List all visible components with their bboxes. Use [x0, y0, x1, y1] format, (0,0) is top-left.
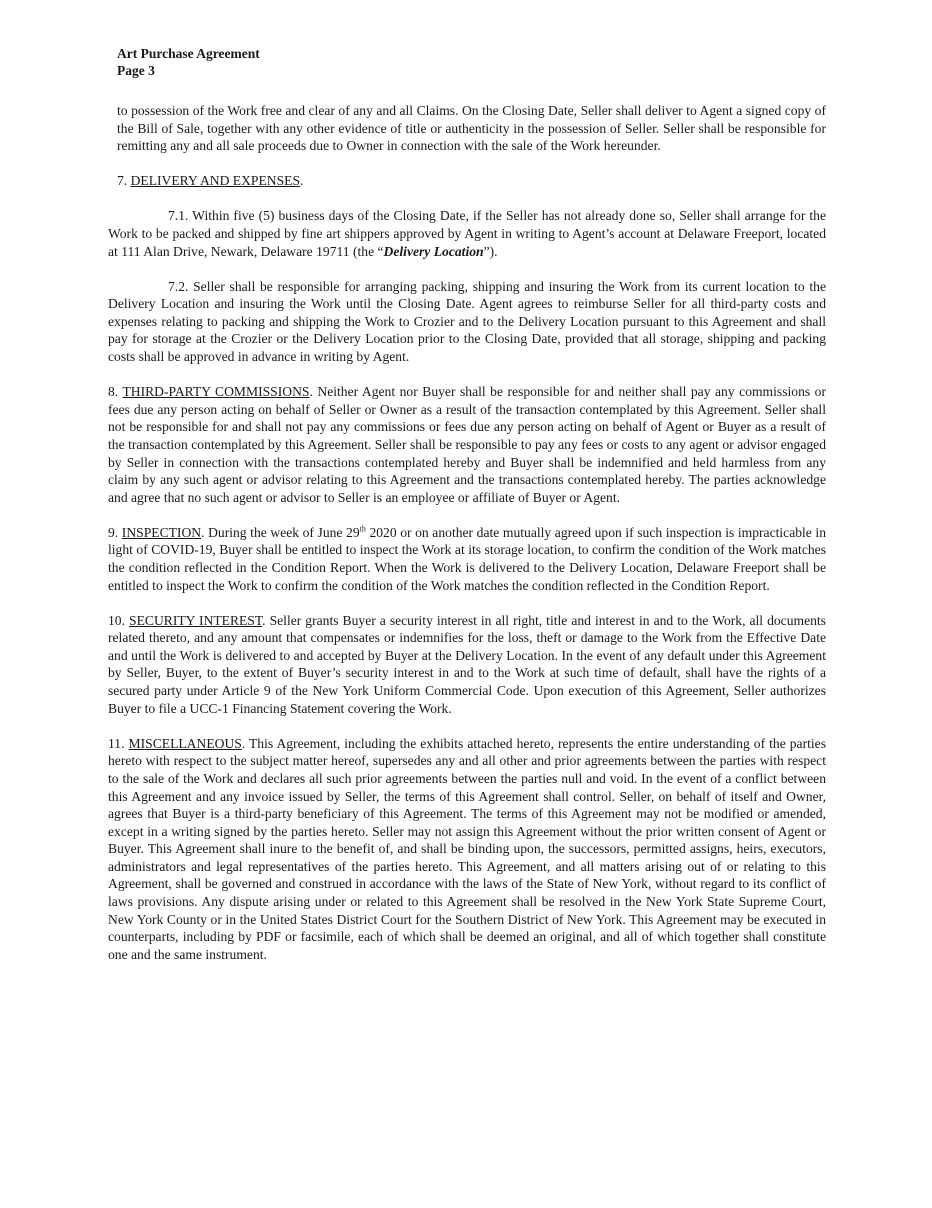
section-10-paragraph — [108, 612, 826, 718]
page-header — [117, 45, 260, 79]
section-9-number: 9. — [108, 524, 119, 540]
section-11-paragraph — [108, 735, 826, 964]
section-10-title: SECURITY INTEREST — [129, 612, 263, 628]
section-7-title: DELIVERY AND EXPENSES — [130, 173, 301, 189]
section-7-1-closing: ”). — [483, 243, 498, 259]
delivery-location-term: Delivery Location — [383, 243, 484, 259]
section-9-paragraph — [108, 524, 826, 594]
section-11-number: 11. — [108, 735, 125, 751]
document-title: Art Purchase Agreement — [117, 46, 260, 61]
section-11-text: . This Agreement, including the exhibits attached hereto, represents the entire understanding of the parties hereto with respect to the subject matter hereof, supersedes any and all other and prior agreements between the parties with respect to the sale of the Work and declares all such prior agreements between the parties null and void. In the event of a conflict between this Agreement and any invoice issued by Seller, the terms of this Agreement shall control. Seller, on behalf of itself and Owner, agrees that Buyer is a third-party beneficiary of this Agreement. The terms of this Agreement may not be modified or amended, except in a writing signed by the parties hereto. Seller may not assign this Agreement without the prior written consent of Agent or Buyer. This Agreement shall inure to the benefit of, and shall be binding upon, the successors, permitted assigns, heirs, executors, administrators and legal representatives of the parties hereto. This Agreement, and all matters arising out of or relating to this Agreement, shall be governed and construed in accordance with the laws of the State of New York, without regard to its conflict of laws provisions. Any dispute arising under or related to this Agreement shall be resolved in the New York State Supreme Court, New York County or in the United States District Court for the Southern District of New York. This Agreement may be executed in counterparts, including by PDF or facsimile, each of which shall be deemed an original, and all of which together shall constitute one and the same instrument. — [108, 735, 826, 962]
section-8-title: THIRD-PARTY COMMISSIONS — [122, 384, 310, 400]
section-11-title: MISCELLANEOUS — [128, 735, 242, 751]
section-7-1-text: 7.1. Within five (5) business days of the Closing Date, if the Seller has not already done so, Seller shall arrange for the Work to be packed and shipped by fine art shippers approved by Agent in writing to Agent’s account at Delaware Freeport, located at 111 Alan Drive, Newark, Delaware 19711 (the “ — [108, 208, 826, 259]
section-8-paragraph — [108, 383, 826, 506]
section-8-number: 8. — [108, 384, 119, 400]
section-7-2-paragraph: 7.2. Seller shall be responsible for arranging packing, shipping and insuring the Work from its current location to the Delivery Location and insuring the Work until the Closing Date. Agent agrees to reimburse Seller for all third-party costs and expenses relating to packing and shipping the Work to Crozier and to the Delivery Location pursuant to this Agreement and shall pay for storage at the Crozier or the Delivery Location prior to the Closing Date, provided that all storage, shipping and packing costs shall be approved in advance in writing by Agent. — [108, 278, 826, 365]
section-10-text: . Seller grants Buyer a security interest in all right, title and interest in and to the Work, all documents related thereto, and any amount that compensates or indemnifies for the loss, theft or damage to the Work from the Effective Date and until the Work is delivered to and accepted by Buyer at the Delivery Location. In the event of any default under this Agreement by Seller, Buyer, to the extent of Buyer’s security interest in and to the Work at such time of default, shall have the rights of a secured party under Article 9 of the New York Uniform Commercial Code. Upon execution of this Agreement, Seller authorizes Buyer to file a UCC-1 Financing Statement covering the Work. — [108, 612, 826, 716]
section-10-number: 10. — [108, 612, 125, 628]
section-9-text-cont: 2020 or on another date mutually agreed upon if such inspection is impracticable in light of COVID-19, Buyer shall be entitled to inspect the Work at its storage location, to confirm the condition of the Work matches the condition reflected in the Condition Report. When the Work is delivered to the Delivery Location, Delaware Freeport shall be entitled to inspect the Work to confirm the condition of the Work matches the condition reflected in the Condition Report. — [108, 524, 826, 593]
section-8-text: . Neither Agent nor Buyer shall be responsible for and neither shall pay any commissions or fees due any person acting on behalf of Seller or Owner as a result of the transaction contemplated by this Agreement. Seller shall not be responsible for and shall not pay any commissions or fees due any person acting on behalf of Agent or Buyer as a result of the transaction contemplated by this Agreement. Seller shall be responsible to pay any fees or costs to any agent or advisor engaged by Seller in connection with the transactions contemplated hereby and Buyer shall be indemnified and held harmless from any claim by any such agent or advisor relating to this Agreement and the transactions contemplated hereby. The parties acknowledge and agree that no such agent or advisor to Seller is an employee or affiliate of Buyer or Agent. — [108, 384, 826, 505]
section-9-title: INSPECTION — [121, 524, 202, 540]
section-7-1-paragraph — [108, 207, 826, 260]
section-7-number: 7. — [117, 173, 128, 189]
section-9-text: . During the week of June 29 — [201, 524, 360, 540]
section-7-heading — [108, 172, 826, 190]
page-number: Page 3 — [117, 63, 155, 78]
ordinal-suffix: th — [359, 524, 366, 534]
section-7-title-suffix: . — [300, 173, 304, 189]
document-body — [108, 102, 826, 981]
intro-paragraph: to possession of the Work free and clear of any and all Claims. On the Closing Date, Seller shall deliver to Agent a signed copy of the Bill of Sale, together with any other evidence of title or authenticity in the possession of Seller. Seller shall be responsible for remitting any and all sale proceeds due to Owner in connection with the sale of the Work hereunder. — [117, 103, 826, 154]
